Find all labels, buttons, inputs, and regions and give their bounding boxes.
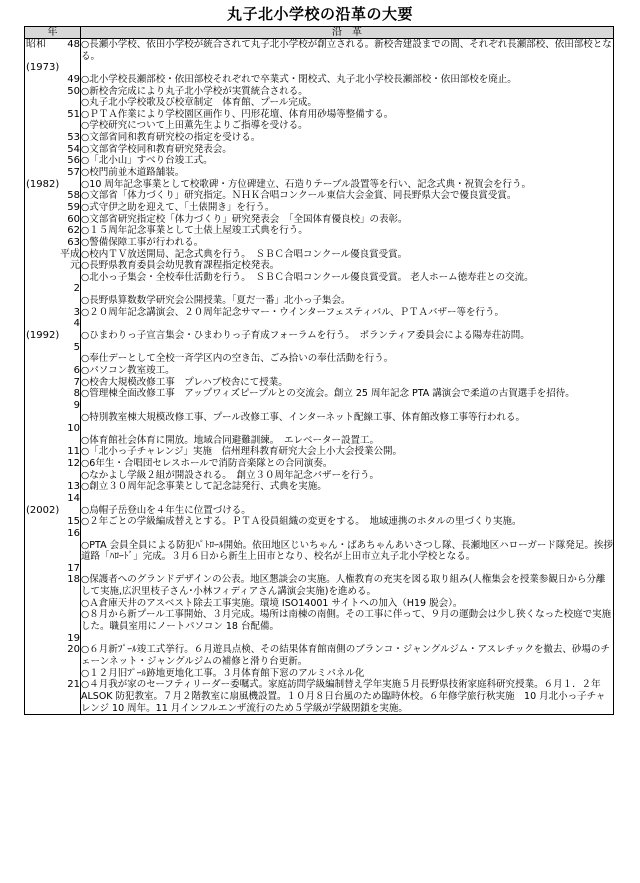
events-cell xyxy=(81,202,614,214)
events-cell xyxy=(81,179,614,191)
year-cell xyxy=(25,167,81,179)
year-cell xyxy=(25,190,81,202)
table-row xyxy=(25,400,614,412)
event-text: ○10 周年記念事業として校歌碑・方位碑建立、石造りテーブル設置等を行い、記念式典・祝賀会を行う。 xyxy=(81,178,532,190)
table-row xyxy=(25,679,614,714)
event-text: ○体育館社会体育に開放。地域合同避難訓練。 エレベーター設置工。 xyxy=(81,434,380,446)
table-row xyxy=(25,132,614,144)
events-cell xyxy=(81,598,614,633)
year-cell xyxy=(25,458,81,481)
table-row xyxy=(25,62,614,74)
year-cell xyxy=(25,62,81,74)
event-text: ○文部省研究指定校「体力づくり」研究発表会 「全国体育優良校」の表彰。 xyxy=(81,213,408,225)
events-cell xyxy=(81,190,614,202)
table-row xyxy=(25,574,614,597)
events-cell xyxy=(81,144,614,156)
events-cell xyxy=(81,295,614,307)
events-cell xyxy=(81,39,614,63)
year-cell xyxy=(25,214,81,226)
events-cell xyxy=(81,365,614,377)
year-cell xyxy=(25,225,81,237)
year-label: 49 xyxy=(67,73,80,85)
year-label: 18 xyxy=(67,574,80,586)
year-cell xyxy=(25,377,81,389)
event-text: ○２０周年記念講演会、２０周年記念サマー・ウインターフェスティバル、ＰＴＡバザー等を行う。 xyxy=(81,306,504,318)
year-cell xyxy=(25,493,81,505)
table-row xyxy=(25,446,614,458)
event-text: ○パソコン教室竣工。 xyxy=(81,364,175,376)
table-row xyxy=(25,388,614,400)
year-cell xyxy=(25,365,81,377)
event-text: ○「北小っ子チャレンジ」実施 信州理科教育研究大会上小大会授業公開。 xyxy=(81,446,403,458)
year-label: 3 xyxy=(73,306,80,318)
events-cell xyxy=(81,388,614,400)
events-cell xyxy=(81,412,614,424)
year-label xyxy=(25,295,80,307)
table-row xyxy=(25,330,614,342)
events-cell xyxy=(81,132,614,144)
year-cell xyxy=(25,272,81,284)
events-cell xyxy=(81,679,614,714)
table-row xyxy=(25,202,614,214)
year-label: 7 xyxy=(73,376,80,388)
events-cell xyxy=(81,540,614,563)
event-text: ○８月から新プール工事開始、３月完成。場所は南棟の南側。その工事に伴って、９月の運動会は少し狭くなった校庭で実施した。職員室用にノートパソコン 18 台配備。 xyxy=(81,609,612,633)
event-text: ○２年ごとの学級編成替えとする。ＰＴＡ役員組織の変更をする。 地域連携のホタルの里づくり実施。 xyxy=(81,516,522,528)
events-cell xyxy=(81,644,614,679)
year-label: 5 xyxy=(73,341,80,353)
year-cell xyxy=(25,330,81,342)
event-text: ○管理棟全面改修工事 アップワィズピープルとの交流会。創立 25 周年記念 PTA 講演会で柔道の古賀選手を招待。 xyxy=(81,388,575,400)
events-cell xyxy=(81,214,614,226)
event-text: ○北小っ子集会・全校奉仕活動を行う。 ＳＢＣ合唱コンクール優良賞受賞。 老人ホーム徳寿荘との交流。 xyxy=(81,271,534,283)
page-title: 丸子北小学校の沿革の大要 xyxy=(226,5,413,23)
event-text: ○6年生・合唱団セレスホールで消防音楽隊との合同演奏。 xyxy=(81,458,333,470)
table-row xyxy=(25,516,614,528)
table-row xyxy=(25,481,614,493)
events-cell xyxy=(81,109,614,132)
event-text: ○ＰＴＡ作業により学校園区画作り、円形花壇、体育用砂場等整備する。 xyxy=(81,108,394,120)
table-row xyxy=(25,179,614,191)
table-row xyxy=(25,260,614,272)
events-cell xyxy=(81,528,614,540)
year-cell xyxy=(25,342,81,354)
history-column-header: 沿 革 xyxy=(81,27,614,39)
events-cell xyxy=(81,307,614,319)
year-label xyxy=(25,435,80,447)
year-label: 58 xyxy=(67,190,80,202)
event-text: ○特別教室棟大規模改修工事、プール改修工事、インターネット配線工事、体育館改修工事等行われる。 xyxy=(81,411,525,423)
table-row xyxy=(25,633,614,645)
year-cell xyxy=(25,598,81,633)
events-cell xyxy=(81,330,614,342)
year-cell xyxy=(25,237,81,249)
event-text: ○なかよし学級２組が開設される。 創立３０周年記念バザーを行う。 xyxy=(81,469,380,481)
events-cell xyxy=(81,377,614,389)
history-rows xyxy=(25,39,614,715)
events-cell xyxy=(81,493,614,505)
year-label: 62 xyxy=(67,225,80,237)
year-label: 14 xyxy=(67,492,80,504)
table-row xyxy=(25,435,614,447)
event-text: ○校内ＴＶ放送開局、記念式典を行う。 ＳＢＣ合唱コンクール優良賞受賞。 xyxy=(81,248,408,260)
table-row xyxy=(25,528,614,540)
table-row xyxy=(25,225,614,237)
table-row xyxy=(25,458,614,481)
table-row xyxy=(25,214,614,226)
year-label: 15 xyxy=(67,516,80,528)
table-row xyxy=(25,283,614,295)
events-cell xyxy=(81,272,614,284)
event-text: ○PTA 会員全員による防犯ﾊﾟﾄﾛｰﾙ開始。依田地区じいちゃん・ばあちゃんあいさつし隊、長瀬地区ハローガード隊発足。挨拶道路「ﾊﾛｰﾄﾞ」完成。３月６日から新生上田市となり、校名が上田市立丸子北小学校となる。 xyxy=(81,539,613,563)
table-row xyxy=(25,237,614,249)
year-number: 48 xyxy=(67,39,80,50)
event-text: ○奉仕デーとして全校一斉学区内の空き缶、ごみ拾いの奉仕活動を行う。 xyxy=(81,353,394,365)
events-cell xyxy=(81,283,614,295)
table-row xyxy=(25,342,614,354)
year-label: 13 xyxy=(67,481,80,493)
events-cell xyxy=(81,167,614,179)
year-label: 20 xyxy=(67,644,80,656)
year-cell xyxy=(25,505,81,517)
year-label: 2 xyxy=(73,283,80,295)
year-cell xyxy=(25,307,81,319)
events-cell xyxy=(81,400,614,412)
year-label xyxy=(25,39,80,51)
year-cell xyxy=(25,412,81,424)
table-row xyxy=(25,540,614,563)
events-cell xyxy=(81,516,614,528)
year-cell xyxy=(25,446,81,458)
year-cell xyxy=(25,202,81,214)
events-cell xyxy=(81,505,614,517)
table-row xyxy=(25,144,614,156)
year-cell xyxy=(25,679,81,714)
table-row xyxy=(25,644,614,679)
table-row xyxy=(25,155,614,167)
year-label: 56 xyxy=(67,155,80,167)
event-text: ○長瀬小学校、依田小学校が統合されて丸子北小学校が創立される。新校舎建設までの間、それぞれ長瀬部校、依田部校となる。 xyxy=(81,39,612,62)
year-label: 4 xyxy=(73,318,80,330)
year-label: 平成 xyxy=(60,248,80,260)
event-text: ○長野県算数数学研究会公開授業。「夏だ一番」北小っ子集会。 xyxy=(81,295,351,307)
year-cell xyxy=(25,179,81,191)
year-label: (1992) xyxy=(26,330,60,342)
event-text: ○４月我が家のセーフティリーダー委嘱式。家庭訪問学級編制替え学年実施５月長野県技術家庭科研究授業。６月１．２年 ALSOK 防犯教室。７月２階教室に扇風機設置。１０月８日台風のため臨時休校。６年修学旅行秋実施 10 月北小っ子チャレンジ 10 周年。11 月インフルエンザ流行のため５学級が学級閉鎖を実施。 xyxy=(81,679,606,714)
events-cell xyxy=(81,249,614,261)
year-cell xyxy=(25,295,81,307)
event-text: ○文部省「体力づくり」研究指定。ＮＨＫ合唱コンクール東信大会金賞、同長野県大会で優良賞受賞。 xyxy=(81,190,517,202)
year-label xyxy=(25,540,80,552)
year-cell xyxy=(25,109,81,132)
year-label: 63 xyxy=(67,236,80,248)
event-text: ○校門前並木道路舗装。 xyxy=(81,167,185,179)
table-row xyxy=(25,563,614,575)
year-column-header: 年 xyxy=(25,27,81,39)
year-label: 元 xyxy=(70,260,80,272)
event-text: ○文部省学校同和教育研究発表会。 xyxy=(81,143,232,155)
event-text: ○創立３０周年記念事業として記念誌発行、式典を実施。 xyxy=(81,481,327,493)
year-label xyxy=(25,272,80,284)
year-label: 10 xyxy=(67,423,80,435)
table-row xyxy=(25,423,614,435)
year-label: 51 xyxy=(67,108,80,120)
events-cell xyxy=(81,633,614,645)
year-cell xyxy=(25,283,81,295)
events-cell xyxy=(81,74,614,86)
events-cell xyxy=(81,225,614,237)
event-text: ○「北小山」すべり台竣工式。 xyxy=(81,155,213,167)
year-label: (1973) xyxy=(26,62,60,74)
year-cell xyxy=(25,644,81,679)
table-row xyxy=(25,377,614,389)
year-cell xyxy=(25,633,81,645)
year-cell xyxy=(25,574,81,597)
event-text: ○烏帽子岳登山を４年生に位置づける。 xyxy=(81,504,251,516)
events-cell xyxy=(81,435,614,447)
event-text: ○文部省同和教育研究校の指定を受ける。 xyxy=(81,132,261,144)
table-row xyxy=(25,353,614,365)
year-cell xyxy=(25,563,81,575)
event-text: ○Ａ倉庫天井のアスベスト除去工事実施。環境 ISO14001 サイトへの加入（H19 脱会）。 xyxy=(81,597,463,609)
year-cell xyxy=(25,423,81,435)
events-cell xyxy=(81,353,614,365)
year-label: 16 xyxy=(67,527,80,539)
year-label: 19 xyxy=(67,632,80,644)
table-row xyxy=(25,505,614,517)
events-cell xyxy=(81,342,614,354)
events-cell xyxy=(81,86,614,109)
table-row xyxy=(25,167,614,179)
year-label: 9 xyxy=(73,399,80,411)
year-label: 17 xyxy=(67,562,80,574)
year-label: 8 xyxy=(73,388,80,400)
year-label: 53 xyxy=(67,132,80,144)
year-label: 12 xyxy=(67,458,80,470)
event-text: ○６月新ﾌﾟｰﾙ竣工式挙行。６月遊具点検、その結果体育館南側のブランコ・ジャングルジム・アスレチックを撤去、砂場のチェーンネット・ジャングルジムの補修と滑り台更新。 xyxy=(81,644,610,667)
table-row xyxy=(25,190,614,202)
year-cell xyxy=(25,528,81,540)
year-label: 50 xyxy=(67,85,80,97)
table-row xyxy=(25,109,614,132)
year-cell xyxy=(25,74,81,86)
events-cell xyxy=(81,458,614,481)
year-label: (1982) xyxy=(26,178,60,190)
year-label: 6 xyxy=(73,364,80,376)
event-text: ○学校研究について上田薫先生よりご指導を受ける。 xyxy=(81,120,308,132)
year-label xyxy=(25,598,80,610)
events-cell xyxy=(81,563,614,575)
year-cell xyxy=(25,481,81,493)
event-text: ○新校舎完成により丸子北小学校が実質統合される。 xyxy=(81,85,308,97)
year-cell xyxy=(25,318,81,330)
events-cell xyxy=(81,237,614,249)
year-cell xyxy=(25,249,81,261)
event-text: ○校舎大規模改修工事 プレハブ校舎にて授業。 xyxy=(81,376,288,388)
table-row xyxy=(25,493,614,505)
history-table xyxy=(24,26,614,715)
year-label xyxy=(25,353,80,365)
table-row xyxy=(25,295,614,307)
year-cell xyxy=(25,86,81,109)
year-cell xyxy=(25,144,81,156)
event-text: ○丸子北小学校歌及び校章制定 体育館、プール完成。 xyxy=(81,97,317,109)
events-cell xyxy=(81,318,614,330)
table-row xyxy=(25,598,614,633)
event-text: ○ひまわりっ子宣言集会・ひまわりっ子育成フォーラムを行う。 ボランティア委員会による陽寿荘訪問。 xyxy=(81,330,530,342)
table-row xyxy=(25,249,614,261)
event-text: ○保護者へのグランドデザインの公表。地区懇談会の実施。人権教育の充実を図る取り組み(人権集会を授業参観日から分離して実施,広沢里枝子さん･小林フィディアさん講演会実施)を進める。 xyxy=(81,574,606,598)
year-label: 60 xyxy=(67,213,80,225)
event-text: ○式守伊之助を迎えて、「土俵開き」を行う。 xyxy=(81,201,275,213)
events-cell xyxy=(81,423,614,435)
table-row xyxy=(25,365,614,377)
event-text: ○長野県教育委員会幼児教育課程指定校発表。 xyxy=(81,260,280,272)
era-name: 昭和 xyxy=(26,39,46,50)
event-text: ○１２月旧ﾌﾟｰﾙ跡地更地化工事。３月体育館下窓のアルミパネル化 xyxy=(81,667,365,679)
events-cell xyxy=(81,574,614,597)
table-row xyxy=(25,307,614,319)
year-label: 11 xyxy=(67,446,80,458)
year-label xyxy=(25,412,80,424)
year-cell xyxy=(25,435,81,447)
year-cell xyxy=(25,353,81,365)
year-cell xyxy=(25,39,81,63)
table-header-row xyxy=(25,27,614,39)
events-cell xyxy=(81,446,614,458)
events-cell xyxy=(81,481,614,493)
year-cell xyxy=(25,155,81,167)
year-cell xyxy=(25,516,81,528)
events-cell xyxy=(81,155,614,167)
year-label: (2002) xyxy=(26,504,60,516)
table-row xyxy=(25,39,614,63)
year-cell xyxy=(25,132,81,144)
event-text: ○警備保障工事が行われる。 xyxy=(81,236,204,248)
year-cell xyxy=(25,400,81,412)
event-text: ○１５周年記念事業として土俵上屋竣工式典を行う。 xyxy=(81,225,308,237)
year-cell xyxy=(25,388,81,400)
event-text: ○北小学校長瀬部校・依田部校それぞれで卒業式・閉校式、丸子北小学校長瀬部校・依田部校を廃止。 xyxy=(81,73,517,85)
year-cell xyxy=(25,540,81,563)
year-label: 21 xyxy=(67,679,80,691)
table-row xyxy=(25,272,614,284)
table-row xyxy=(25,318,614,330)
year-label: 57 xyxy=(67,167,80,179)
year-label: 59 xyxy=(67,201,80,213)
events-cell xyxy=(81,62,614,74)
year-cell xyxy=(25,260,81,272)
events-cell xyxy=(81,260,614,272)
table-row xyxy=(25,412,614,424)
year-label: 54 xyxy=(67,143,80,155)
table-row xyxy=(25,86,614,109)
table-row xyxy=(25,74,614,86)
